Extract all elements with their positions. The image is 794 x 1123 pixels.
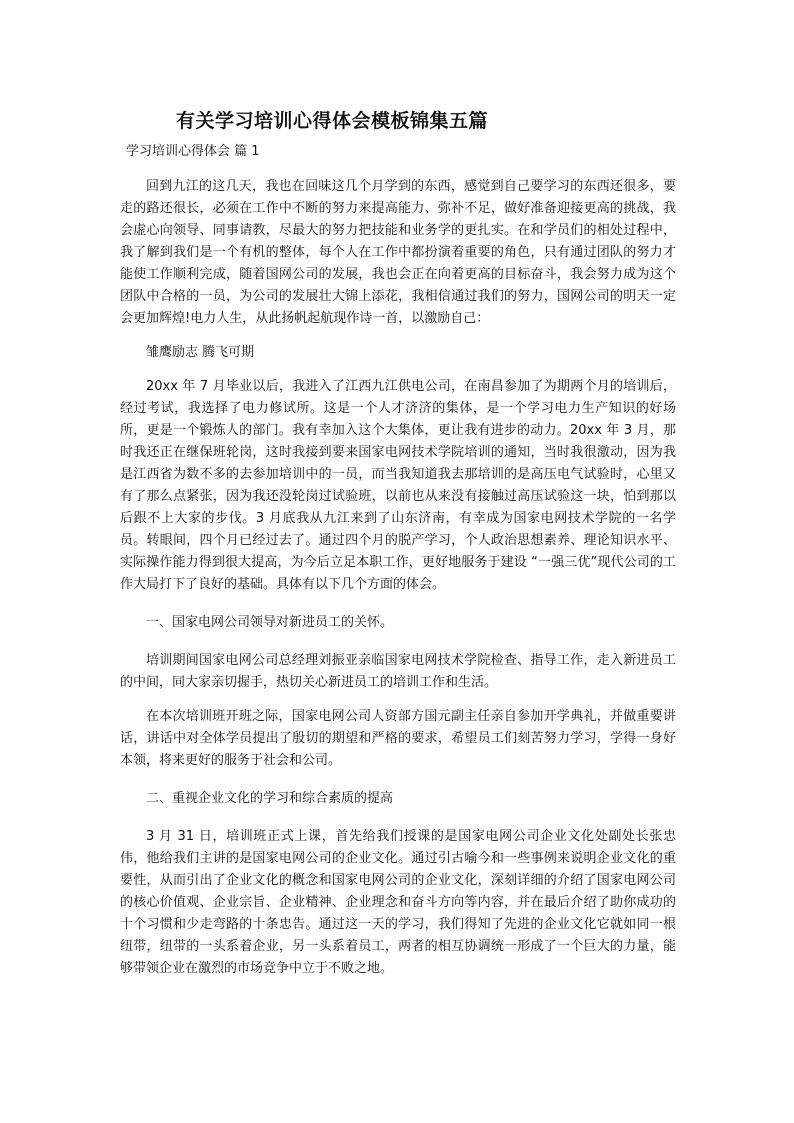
section-heading: 一、国家电网公司领导对新进员工的关怀。 (146, 615, 394, 630)
document-body (120, 176, 676, 980)
paragraph: 培训期间国家电网公司总经理刘振亚亲临国家电网技术学院检查、指导工作，走入新进员工的中间，同大家亲切握手，热切关心新进员工的培训工作和生活。 (120, 653, 676, 690)
poem-line: 雏鹰励志 腾飞可期 (146, 345, 255, 360)
document-title: 有关学习培训心得体会模板锦集五篇 (176, 110, 489, 132)
paragraph: 20xx 年 7 月毕业以后，我进入了江西九江供电公司，在南昌参加了为期两个月的培训后，经过考试，我选择了电力修试所。这是一个人才济济的集体，是一个学习电力生产知识的好场所，更是一个锻炼人的部门。我有幸加入这个大集体，更让我有进步的动力。20xx 年 3 月，那时我还正在继保班轮岗，这时我接到要来国家电网技术学院培训的通知，当时我很激动，因为我是江西省为数不多的去参加培训中的一员，而当我知道我去那培训的是高压电气试验时，心里又有了那么点紧张，因为我还没轮岗过试验班，以前也从来没有接触过高压试验这一块，怕到那以后跟不上大家的步伐。3 月底我从九江来到了山东济南，有幸成为国家电网技术学院的一名学员。转眼间，四个月已经过去了。通过四个月的脱产学习，个人政治思想素养、理论知识水平、实际操作能力得到很大提高，为今后立足本职工作，更好地服务于建设 “一强三优”现代公司的工作大局打下了良好的基础。具体有以下几个方面的体会。 (120, 379, 676, 592)
section-heading: 二、重视企业文化的学习和综合素质的提高 (146, 791, 394, 806)
paragraph: 3 月 31 日，培训班正式上课，首先给我们授课的是国家电网公司企业文化处副处长张忠伟，他给我们主讲的是国家电网公司的企业文化。通过引古喻今和一些事例来说明企业文化的重要性，从而引出了企业文化的概念和国家电网公司的企业文化，深刻详细的介绍了国家电网公司的核心价值观、企业宗旨、企业精神、企业理念和奋斗方向等内容，并在最后介绍了助你成功的十个习惯和少走弯路的十条忠告。通过这一天的学习，我们得知了先进的企业文化它就如同一根纽带，纽带的一头系着企业，另一头系着员工，两者的相互协调统一形成了一个巨大的力量，能够带领企业在激烈的市场竞争中立于不败之地。 (120, 829, 676, 976)
paragraph: 回到九江的这几天，我也在回味这几个月学到的东西，感觉到自己要学习的东西还很多，要走的路还很长，必须在工作中不断的努力来提高能力、弥补不足，做好准备迎接更高的挑战，我会虚心向领导、同事请教，尽最大的努力把技能和业务学的更扎实。在和学员们的相处过程中，我了解到我们是一个有机的整体，每个人在工作中都扮演着重要的角色，只有通过团队的努力才能使工作顺利完成，随着国网公司的发展，我也会正在向着更高的目标奋斗，我会努力成为这个团队中合格的一员，为公司的发展壮大锦上添花，我相信通过我们的努力，国网公司的明天一定会更加辉煌!电力人生，从此扬帆起航现作诗一首，以激励自己： (120, 179, 676, 326)
section-subtitle: 学习培训心得体会 篇 1 (126, 144, 260, 159)
paragraph: 在本次培训班开班之际，国家电网公司人资部方国元副主任亲自参加开学典礼，并做重要讲话，讲话中对全体学员提出了殷切的期望和严格的要求，希望员工们刻苦努力学习，学得一身好本领，将来更好的服务于社会和公司。 (120, 709, 676, 768)
